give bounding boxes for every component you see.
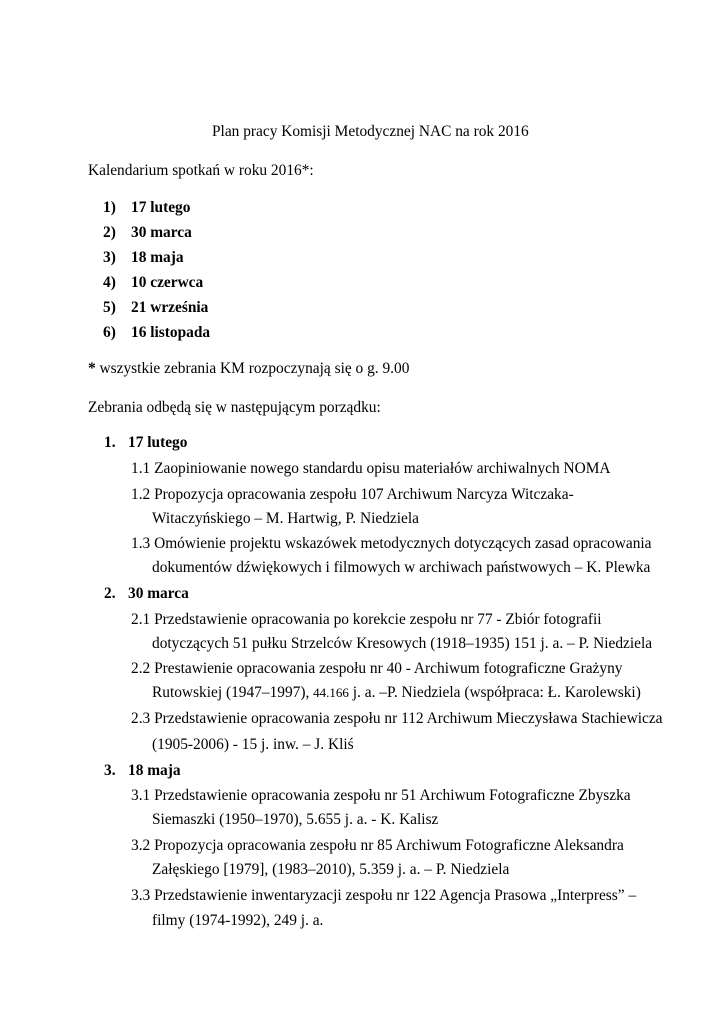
order-heading: Zebrania odbędą się w następującym porządku: <box>88 399 381 416</box>
section-heading: 3. 18 maja <box>104 762 181 779</box>
agenda-item-continuation: Witaczyńskiego – M. Hartwig, P. Niedziela <box>152 510 419 527</box>
agenda-item-continuation: dokumentów dźwiękowych i filmowych w archiwach państwowych – K. Plewka <box>152 559 651 576</box>
calendar-item: 5) 21 września <box>103 299 209 316</box>
calendar-item: 4) 10 czerwca <box>103 274 204 291</box>
section-heading: 1. 17 lutego <box>104 434 188 451</box>
agenda-item-continuation: dotyczących 51 pułku Strzelców Kresowych (1918–1935) 151 j. a. – P. Niedziela <box>152 635 653 652</box>
section-heading: 2. 30 marca <box>104 585 189 602</box>
agenda-item: 3.2 Propozycja opracowania zespołu nr 85 Archiwum Fotograficzne Aleksandra <box>131 837 624 854</box>
agenda-item: 2.1 Przedstawienie opracowania po korekcie zespołu nr 77 - Zbiór fotografii <box>131 611 602 628</box>
calendar-item: 3) 18 maja <box>103 249 184 266</box>
agenda-item: 1.2 Propozycja opracowania zespołu 107 Archiwum Narcyza Witczaka- <box>131 486 574 503</box>
agenda-item: 3.3 Przedstawienie inwentaryzacji zespołu nr 122 Agencja Prasowa „Interpress” – <box>131 887 637 904</box>
agenda-item-continuation: Rutowskiej (1947–1997), 44.166 j. a. –P. Niedziela (współpraca: Ł. Karolewski) <box>152 684 641 701</box>
agenda-item-continuation: filmy (1974-1992), 249 j. a. <box>152 912 324 929</box>
agenda-item: 1.3 Omówienie projektu wskazówek metodycznych dotyczących zasad opracowania <box>131 535 652 552</box>
calendar-item: 1) 17 lutego <box>103 199 191 216</box>
agenda-item-continuation: Siemaszki (1950–1970), 5.655 j. a. - K. Kalisz <box>152 811 439 828</box>
calendar-heading: Kalendarium spotkań w roku 2016*: <box>88 162 314 179</box>
document-title: Plan pracy Komisji Metodycznej NAC na rok 2016 <box>212 123 529 140</box>
calendar-item: 2) 30 marca <box>103 224 192 241</box>
agenda-item-continuation: Załęskiego [1979], (1983–2010), 5.359 j. a. – P. Niedziela <box>152 861 510 878</box>
agenda-item-continuation: (1905-2006) - 15 j. inw. – J. Kliś <box>152 736 354 753</box>
agenda-item: 1.1 Zaopiniowanie nowego standardu opisu materiałów archiwalnych NOMA <box>131 460 611 477</box>
calendar-item: 6) 16 listopada <box>103 324 211 341</box>
agenda-item: 2.2 Prestawienie opracowania zespołu nr 40 - Archiwum fotograficzne Grażyny <box>131 660 623 677</box>
footnote: * wszystkie zebrania KM rozpoczynają się o g. 9.00 <box>88 360 410 377</box>
agenda-item: 3.1 Przedstawienie opracowania zespołu nr 51 Archiwum Fotograficzne Zbyszka <box>131 787 631 804</box>
agenda-item: 2.3 Przedstawienie opracowania zespołu nr 112 Archiwum Mieczysława Stachiewicza <box>131 710 663 727</box>
